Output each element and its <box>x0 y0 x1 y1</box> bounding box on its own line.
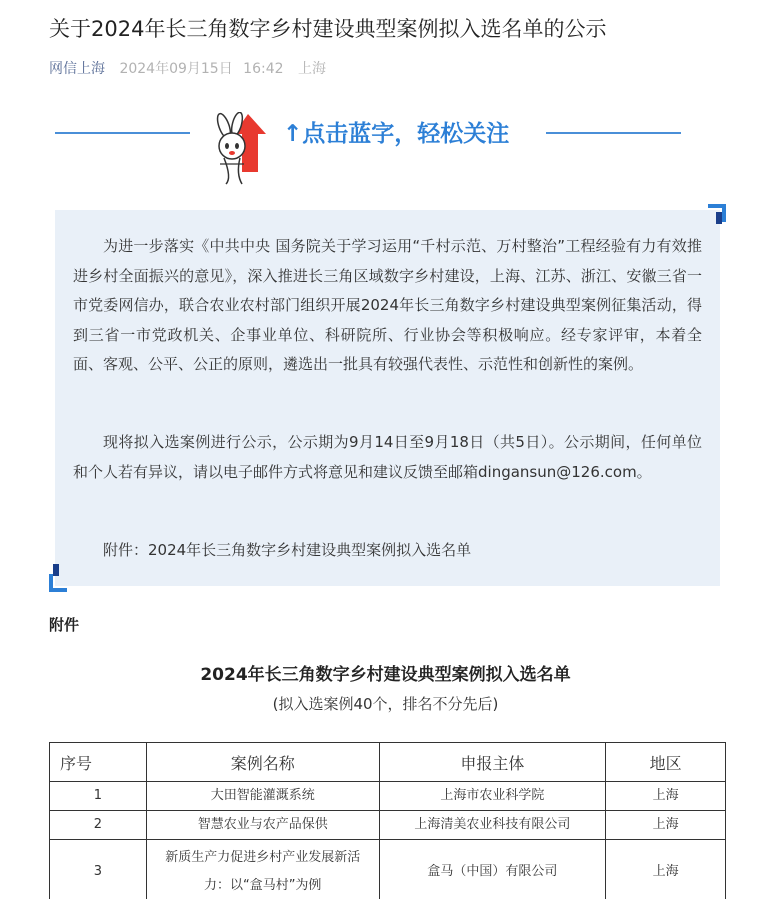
row-region: 上海 <box>606 811 726 840</box>
banner-divider-right <box>546 132 681 134</box>
row-region: 上海 <box>606 782 726 811</box>
table-row <box>50 840 726 899</box>
banner-divider-left <box>55 132 190 134</box>
rabbit-mascot-icon <box>210 112 272 188</box>
publish-date: 2024年09月15日 <box>119 61 233 77</box>
table-row <box>50 782 726 811</box>
header-applicant: 申报主体 <box>379 743 606 782</box>
article-meta <box>49 59 326 79</box>
notice-box <box>55 210 720 586</box>
row-no: 1 <box>50 782 147 811</box>
follow-prompt-link[interactable]: ↑点击蓝字，轻松关注 <box>283 121 510 147</box>
notice-paragraph-publicity: 现将拟入选案例进行公示，公示期为9月14日至9月18日（共5日）。公示期间，任何单位和个人若有异议，请以电子邮件方式将意见和建议反馈至邮箱dingansun@126.com。 <box>73 433 702 481</box>
publish-time: 16:42 <box>243 61 284 77</box>
account-name-link[interactable]: 网信上海 <box>49 61 105 77</box>
header-region: 地区 <box>606 743 726 782</box>
row-case-name: 智慧农业与农产品保供 <box>146 811 379 840</box>
row-region: 上海 <box>606 840 726 899</box>
row-case-name: 新质生产力促进乡村产业发展新活力：以“盒马村”为例 <box>146 840 379 899</box>
row-case-name: 大田智能灌溉系统 <box>146 782 379 811</box>
list-title: 2024年长三角数字乡村建设典型案例拟入选名单 <box>200 665 571 685</box>
row-no: 3 <box>50 840 147 899</box>
notice-paragraph-intro: 为进一步落实《中共中央 国务院关于学习运用“千村示范、万村整治”工程经验有力有效推进乡村全面振兴的意见》，深入推进长三角区域数字乡村建设，上海、江苏、浙江、安徽三省一市党委网信办，联合农业农村部门组织开展2024年长三角数字乡村建设典型案例征集活动，得到三省一市党政机关、企事业单位、科研院所、行业协会等积极响应。经专家评审，本着全面、客观、公平、公正的原则，遴选出一批具有较强代表性、示范性和创新性的案例。 <box>73 237 702 373</box>
header-no: 序号 <box>50 743 147 782</box>
row-applicant: 盒马（中国）有限公司 <box>379 840 606 899</box>
list-subtitle: (拟入选案例40个，排名不分先后) <box>272 695 499 713</box>
corner-decoration-top-right <box>708 204 726 222</box>
row-applicant: 上海市农业科学院 <box>379 782 606 811</box>
cases-table <box>49 742 726 899</box>
attachment-heading: 附件 <box>49 616 80 634</box>
row-applicant: 上海清美农业科技有限公司 <box>379 811 606 840</box>
article-title: 关于2024年长三角数字乡村建设典型案例拟入选名单的公示 <box>49 17 607 41</box>
publish-location: 上海 <box>297 61 326 77</box>
notice-paragraph-attachment: 附件：2024年长三角数字乡村建设典型案例拟入选名单 <box>103 541 472 559</box>
table-row <box>50 811 726 840</box>
corner-decoration-bottom-left <box>49 574 67 592</box>
row-no: 2 <box>50 811 147 840</box>
header-case-name: 案例名称 <box>146 743 379 782</box>
table-header-row <box>50 743 726 782</box>
